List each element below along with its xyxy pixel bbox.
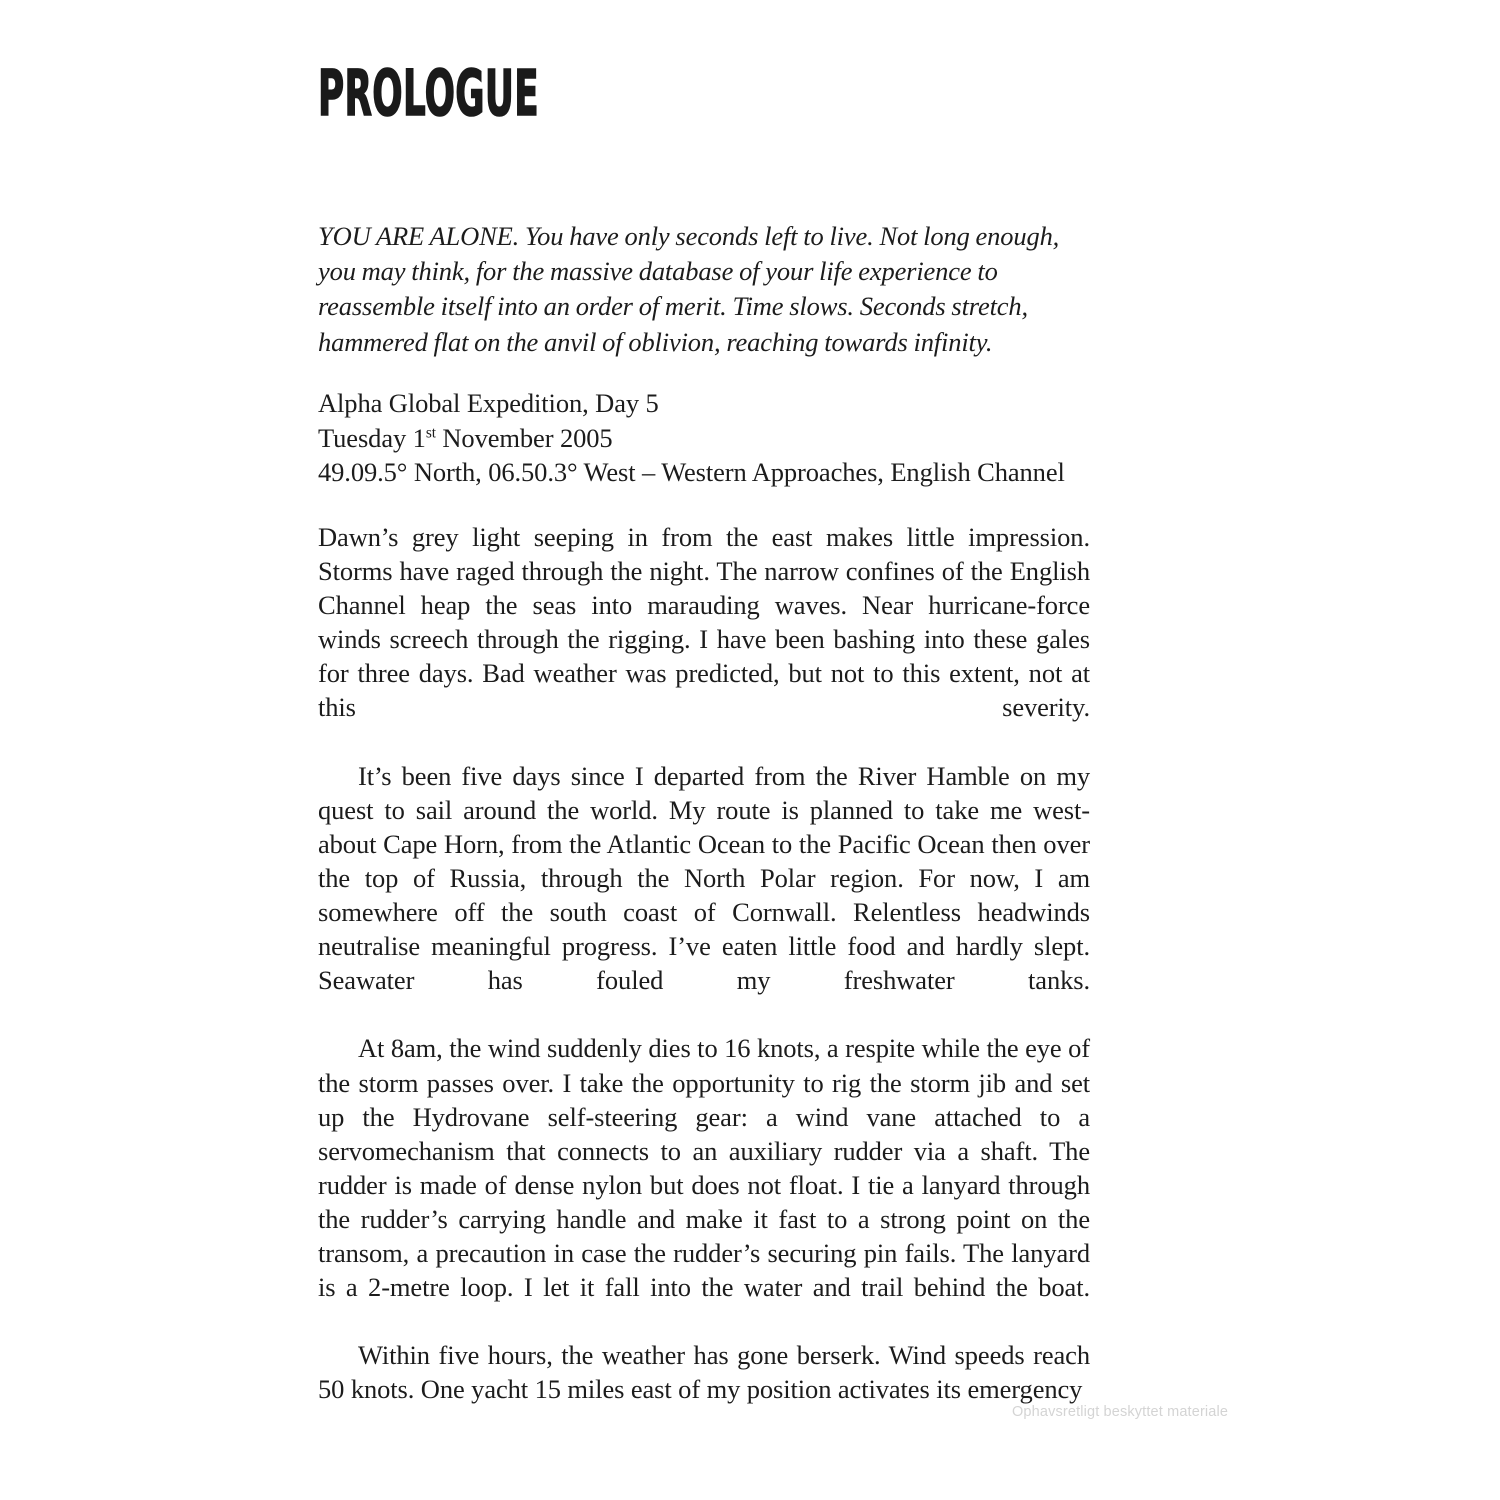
page-title: PROLOGUE [318, 57, 539, 130]
copyright-watermark: Ophavsretligt beskyttet materiale [1012, 1404, 1229, 1420]
dateline-date [318, 421, 1090, 456]
dateline-date-ordinal: st [425, 423, 436, 441]
body-paragraph: At 8am, the wind suddenly dies to 16 knots, a respite while the eye of the storm passes over. I take the opportunity to rig the storm jib and set up the Hydrovane self-steering gear: a wind vane attached to a servomechanism that connects to an auxiliary rudder via a shaft. The rudder is made of dense nylon but does not float. I tie a lanyard through the rudder’s carrying handle and make it fast to a strong point on the transom, a precaution in case the rudder’s securing pin fails. The lanyard is a 2-metre loop. I let it fall into the water and trail behind the boat. [318, 1033, 1090, 1303]
dateline [318, 386, 1090, 490]
body-paragraph: It’s been five days since I departed from the River Hamble on my quest to sail around the world. My route is planned to take me west-about Cape Horn, from the Atlantic Ocean to the Pacific Ocean then over the top of Russia, through the North Polar region. For now, I am somewhere off the south coast of Cornwall. Relentless headwinds neutralise meaningful progress. I’ve eaten little food and hardly slept. Seawater has fouled my freshwater tanks. [318, 760, 1090, 996]
body-paragraph: Within five hours, the weather has gone berserk. Wind speeds reach 50 knots. One yacht 15 miles east of my position activates its emergency [318, 1340, 1090, 1405]
dateline-position: 49.09.5° North, 06.50.3° West – Western Approaches, English Channel [318, 457, 1065, 487]
dateline-expedition: Alpha Global Expedition, Day 5 [318, 388, 659, 418]
dateline-date-suffix: November 2005 [435, 422, 613, 453]
body-paragraph: Dawn’s grey light seeping in from the east makes little impression. Storms have raged through the night. The narrow confines of the English Channel heap the seas into marauding waves. Near hurricane-force winds screech through the rigging. I have been bashing into these gales for three days. Bad weather was predicted, but not to this extent, not at this severity. [318, 522, 1090, 723]
epigraph-paragraph: YOU ARE ALONE. You have only seconds left to live. Not long enough, you may think, for the massive database of your life experience to reassemble itself into an order of merit. Time slows. Seconds stretch, hammered flat on the anvil of oblivion, reaching towards infinity. [318, 221, 1060, 357]
body-text [318, 520, 1090, 1406]
dateline-date-prefix: Tuesday 1 [318, 422, 426, 453]
